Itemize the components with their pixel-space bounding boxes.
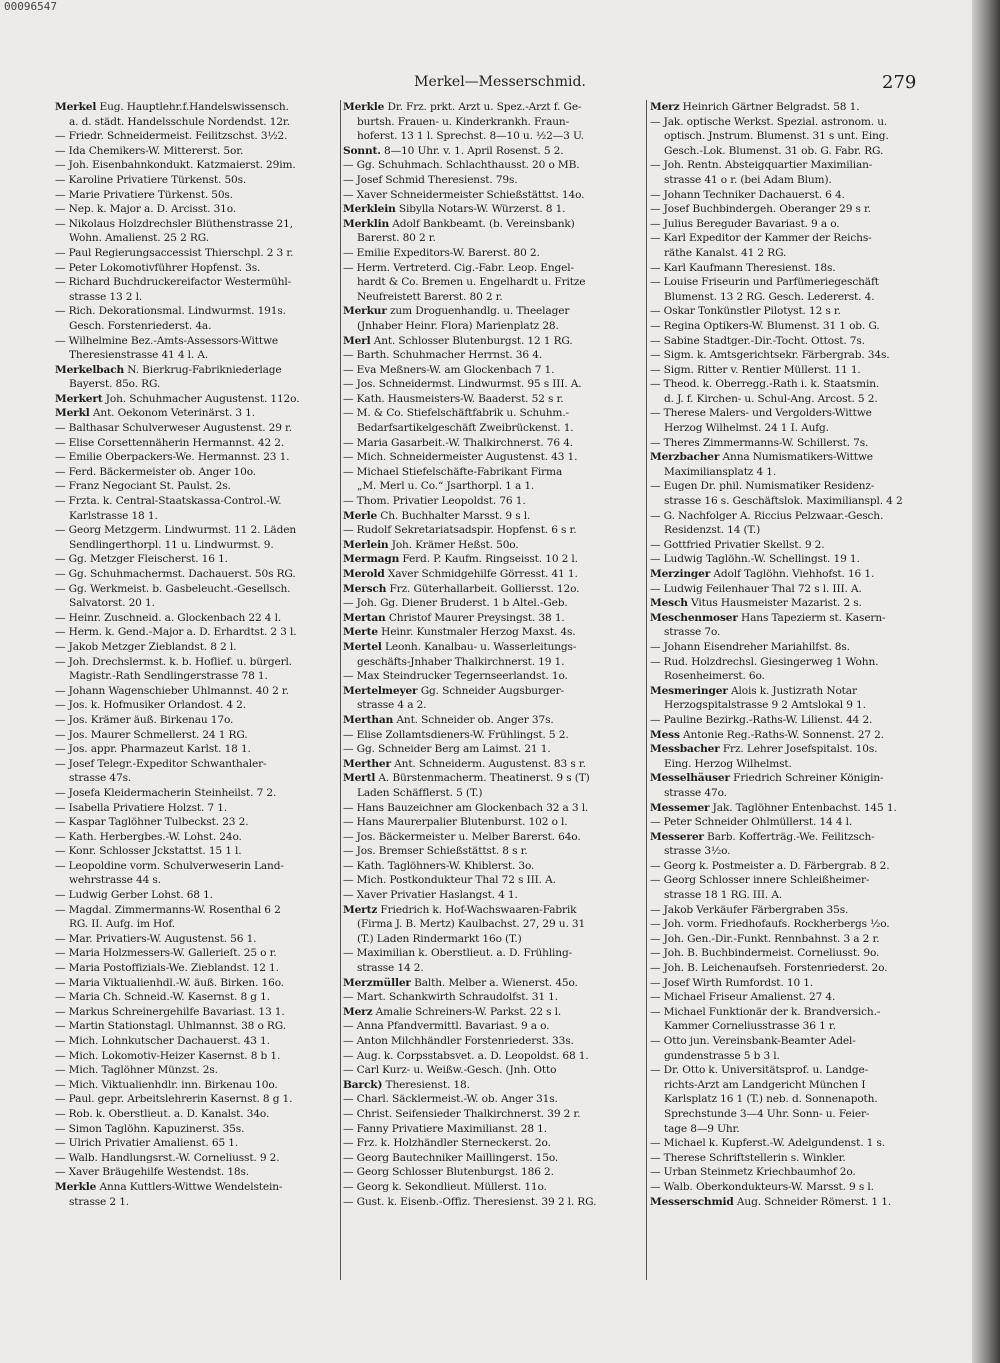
directory-entry-line: Mesch Vitus Hausmeister Mazarist. 2 s. (650, 597, 862, 610)
directory-entry-line: geschäfts-Jnhaber Thalkirchnerst. 19 1. (357, 655, 565, 668)
directory-entry-line: Merte Heinr. Kunstmaler Herzog Maxst. 4s. (343, 626, 576, 639)
directory-entry-line: strasse 41 o r. (bei Adam Blum). (664, 173, 832, 186)
running-head: Merkel—Messerschmid. (414, 74, 586, 90)
directory-entry-line: — Barth. Schuhmacher Herrnst. 36 4. (343, 349, 543, 362)
directory-entry-line: Bayerst. 85o. RG. (69, 378, 161, 391)
directory-entry-line: hardt & Co. Bremen u. Engelhardt u. Fritze (357, 276, 586, 289)
directory-entry-line: — Walb. Oberkondukteurs-W. Marsst. 9 s l. (650, 1180, 874, 1193)
directory-entry-line: — Nikolaus Holzdrechsler Blüthenstrasse 21, (55, 217, 293, 230)
directory-entry-line: — Gg. Werkmeist. b. Gasbeleucht.-Gesellsch. (55, 582, 291, 595)
directory-entry-line: — Peter Lokomotivführer Hopfenst. 3s. (55, 261, 261, 274)
directory-entry-line: strasse 4 a 2. (357, 699, 427, 712)
directory-entry-line: — Otto jun. Vereinsbank-Beamter Adel- (650, 1035, 856, 1047)
directory-entry-line: — Elise Corsettennäherin Hermannst. 42 2. (55, 436, 285, 449)
directory-entry-line: Merkelbach N. Bierkrug-Fabrikniederlage (55, 363, 282, 376)
directory-entry-line: — Johann Eisendreher Mariahilfst. 8s. (650, 640, 850, 653)
directory-entry-line: Mess Antonie Reg.-Raths-W. Sonnenst. 27 2. (650, 728, 884, 741)
edge-mark: 00096547 (4, 0, 57, 13)
directory-entry-line: — Eva Meßners-W. am Glockenbach 7 1. (343, 363, 555, 376)
directory-entry-line: — Jos. Krämer äuß. Birkenau 17o. (55, 713, 234, 726)
directory-entry-line: — Julius Bereguder Bavariast. 9 a o. (650, 217, 840, 230)
page-number: 279 (882, 72, 917, 93)
directory-entry-line: — Markus Schreinergehilfe Bavariast. 13 1. (55, 1005, 285, 1018)
directory-entry-line: — Josef Buchbindergeh. Oberanger 29 s r. (650, 203, 871, 216)
directory-entry-line: — Josef Wirth Rumfordst. 10 1. (650, 976, 814, 989)
directory-entry-line: „M. Merl u. Co.“ Jsarthorpl. 1 a 1. (357, 480, 535, 493)
directory-entry-line: — Max Steindrucker Tegernseerlandst. 1o. (343, 670, 568, 683)
directory-entry-line: — Ferd. Bäckermeister ob. Anger 10o. (55, 465, 256, 478)
directory-entry-line: — Karoline Privatiere Türkenst. 50s. (55, 173, 247, 186)
directory-entry-line: — Theod. k. Oberregg.-Rath i. k. Staatsmin. (650, 378, 880, 391)
directory-entry-line: Merkl Ant. Oekonom Veterinärst. 3 1. (55, 407, 255, 420)
directory-entry-line: — Isabella Privatiere Holzst. 7 1. (55, 801, 228, 814)
directory-entry-line: Messbacher Frz. Lehrer Josefspitalst. 10s. (650, 743, 878, 756)
directory-entry-line: — Fanny Privatiere Maximilianst. 28 1. (343, 1122, 547, 1135)
directory-entry-line: Merzinger Adolf Taglöhn. Viehhofst. 16 1. (650, 568, 875, 580)
directory-entry-line: Eing. Herzog Wilhelmst. (664, 757, 792, 770)
directory-entry-line: — Oskar Tonkünstler Pilotyst. 12 s r. (650, 305, 841, 318)
directory-entry-line: — Georg Schlosser Blutenburgst. 186 2. (343, 1166, 554, 1179)
directory-entry-line: Karlsplatz 16 1 (T.) neb. d. Sonnenapoth. (664, 1093, 878, 1106)
directory-entry-line: Merther Ant. Schneiderm. Augustenst. 83 s r. (343, 757, 586, 770)
directory-entry-line: — Maria Ch. Schneid.-W. Kasernst. 8 g 1. (55, 991, 270, 1004)
directory-entry-line: — Marie Privatiere Türkenst. 50s. (55, 188, 233, 201)
directory-entry-line: — Balthasar Schulverweser Augustenst. 29 r. (55, 422, 293, 435)
directory-entry-line: — Joh. Rentn. Absteigquartier Maximilian- (650, 159, 873, 172)
directory-entry-line: Messerer Barb. Kofferträg.-We. Feilitzsch- (650, 830, 875, 843)
directory-entry-line: — Paul Regierungsaccessist Thierschpl. 2 3 r. (55, 246, 294, 259)
directory-entry-line: — Jakob Metzger Zieblandst. 8 2 l. (55, 640, 237, 653)
directory-entry-line: — Herm. Vertreterd. Cig.-Fabr. Leop. Engel- (343, 261, 574, 274)
column-divider (340, 100, 341, 1280)
directory-entry-line: Residenzst. 14 (T.) (664, 524, 761, 537)
directory-entry-line: Karlstrasse 18 1. (69, 509, 158, 522)
directory-entry-line: Gesch. Forstenriederst. 4a. (69, 319, 212, 332)
directory-entry-line: — Joh. Gg. Diener Bruderst. 1 b Altel.-Geb. (343, 597, 568, 610)
directory-entry-line: Maximiliansplatz 4 1. (664, 465, 777, 478)
directory-entry-line: — Mich. Schneidermeister Augustenst. 43 1. (343, 451, 578, 464)
directory-entry-line: — Frz. k. Holzhändler Sterneckerst. 2o. (343, 1137, 551, 1150)
directory-entry-line: — Rich. Dekorationsmal. Lindwurmst. 191s. (55, 305, 286, 318)
column-left (55, 100, 338, 1280)
directory-entry-line: — Konr. Schlosser Jckstattst. 15 1 l. (55, 845, 242, 858)
directory-entry-line: — Anna Pfandvermittl. Bavariast. 9 a o. (343, 1020, 550, 1033)
directory-entry-line: (Jnhaber Heinr. Flora) Marienplatz 28. (357, 319, 559, 332)
directory-entry-line: — Michael k. Kupferst.-W. Adelgundenst. 1 s. (650, 1137, 885, 1150)
directory-entry-line: Merle Ch. Buchhalter Marsst. 9 s l. (343, 509, 531, 522)
directory-entry-line: Merzbacher Anna Numismatikers-Wittwe (650, 451, 873, 464)
directory-entry-line: — Peter Schneider Ohlmüllerst. 14 4 l. (650, 816, 853, 829)
directory-entry-line: räthe Kanalst. 41 2 RG. (664, 246, 787, 259)
directory-entry-line: — Kath. Herbergbes.-W. Lohst. 24o. (55, 830, 242, 843)
directory-entry-line: strasse 13 2 l. (69, 290, 143, 303)
directory-entry-line: — Paul. gepr. Arbeitslehrerin Kasernst. 8 g 1. (55, 1093, 293, 1106)
directory-entry-line: — Magdal. Zimmermanns-W. Rosenthal 6 2 (55, 903, 281, 916)
directory-entry-line: — Eugen Dr. phil. Numismatiker Residenz- (650, 480, 875, 493)
directory-entry-line: — Elise Zollamtsdieners-W. Frühlingst. 5 2. (343, 728, 569, 741)
directory-entry-line: strasse 2 1. (69, 1195, 129, 1208)
directory-entry-line: strasse 14 2. (357, 962, 424, 975)
directory-entry-line: Merkle Anna Kuttlers-Wittwe Wendelstein- (55, 1180, 283, 1193)
directory-entry-line: — Jak. optische Werkst. Spezial. astronom. u. (650, 115, 888, 128)
directory-entry-line: Wohn. Amalienst. 25 2 RG. (69, 232, 209, 245)
directory-entry-line: — Aug. k. Corpsstabsvet. a. D. Leopoldst. 68 1. (343, 1049, 589, 1062)
column-right (650, 100, 954, 1280)
directory-entry-line: — Ludwig Gerber Lohst. 68 1. (55, 889, 213, 902)
directory-entry-line: Merz Amalie Schreiners-W. Parkst. 22 s l. (343, 1005, 562, 1018)
directory-entry-line: richts-Arzt am Landgericht München I (664, 1078, 866, 1091)
directory-entry-line: — Friedr. Schneidermeist. Feilitzschst. 3½2. (55, 130, 288, 143)
directory-entry-line: Merklein Sibylla Notars-W. Würzerst. 8 1. (343, 203, 566, 216)
directory-entry-line: Gesch.-Lok. Blumenst. 31 ob. G. Fabr. RG. (664, 144, 884, 157)
directory-entry-line: strasse 18 1 RG. III. A. (664, 889, 783, 902)
directory-entry-line: — Ida Chemikers-W. Mittererst. 5or. (55, 144, 244, 157)
directory-entry-line: Merold Xaver Schmidgehilfe Görresst. 41 1. (343, 568, 578, 580)
directory-entry-line: — Nep. k. Major a. D. Arcisst. 31o. (55, 203, 237, 216)
directory-entry-line: a. d. städt. Handelsschule Nordendst. 12r. (69, 115, 290, 128)
directory-entry-line: — Maria Gasarbeit.-W. Thalkirchnerst. 76 4. (343, 436, 573, 449)
directory-entry-line: — Maria Viktualienhdl.-W. äuß. Birken. 16o. (55, 976, 284, 989)
directory-entry-line: — Mart. Schankwirth Schraudolfst. 31 1. (343, 991, 558, 1004)
directory-entry-line: Mesmeringer Alois k. Justizrath Notar (650, 684, 857, 697)
directory-entry-line: Mersch Frz. Güterhallarbeit. Golliersst. 12o. (343, 582, 580, 595)
directory-entry-line: Sendlingerthorpl. 11 u. Lindwurmst. 9. (69, 538, 274, 551)
directory-entry-line: — Thom. Privatier Leopoldst. 76 1. (343, 495, 526, 508)
directory-entry-line: — Georg Metzgerm. Lindwurmst. 11 2. Läden (55, 524, 296, 537)
directory-entry-line: gundenstrasse 5 b 3 l. (664, 1049, 780, 1062)
directory-entry-line: — Michael Stiefelschäfte-Fabrikant Firma (343, 465, 563, 478)
directory-entry-line: — Mich. Postkondukteur Thal 72 s III. A. (343, 874, 556, 887)
directory-entry-line: Merkle Dr. Frz. prkt. Arzt u. Spez.-Arzt f. Ge- (343, 101, 582, 113)
directory-entry-line: — Gust. k. Eisenb.-Offiz. Theresienst. 39 2 l. RG. (343, 1195, 597, 1208)
directory-entry-line: — Jos. appr. Pharmazeut Karlst. 18 1. (55, 743, 251, 756)
directory-entry-line: — Jos. Bremser Schießstättst. 8 s r. (343, 845, 528, 858)
directory-entry-line: — Joh. B. Buchbindermeist. Corneliusst. 9o. (650, 947, 880, 960)
column-middle (343, 100, 641, 1280)
directory-entry-line: strasse 47s. (69, 772, 132, 785)
directory-entry-line: Merkel Eug. Hauptlehr.f.Handelswissensch. (55, 101, 289, 113)
directory-entry-line: — Xaver Privatier Haslangst. 4 1. (343, 889, 518, 902)
directory-entry-line: Merlein Joh. Krämer Heßst. 50o. (343, 538, 519, 551)
directory-entry-line: — Kath. Taglöhners-W. Khiblerst. 3o. (343, 859, 535, 872)
directory-entry-line: — Christ. Seifensieder Thalkirchnerst. 39 2 r. (343, 1107, 581, 1120)
directory-entry-line: — Mar. Privatiers-W. Augustenst. 56 1. (55, 932, 257, 945)
directory-entry-line: — Heinr. Zuschneid. a. Glockenbach 22 4 l. (55, 611, 282, 624)
directory-entry-line: — Kaspar Taglöhner Tulbeckst. 23 2. (55, 816, 249, 829)
directory-entry-line: — Georg Bautechniker Maillingerst. 15o. (343, 1151, 559, 1164)
directory-entry-line: Mertan Christof Maurer Preysingst. 38 1. (343, 611, 565, 624)
directory-entry-line: — Rob. k. Oberstlieut. a. D. Kanalst. 34o. (55, 1107, 270, 1120)
directory-entry-line: — Anton Milchhändler Forstenriederst. 33s. (343, 1035, 574, 1047)
directory-entry-line: — Walb. Handlungsrst.-W. Corneliusst. 9 2. (55, 1151, 280, 1164)
directory-entry-line: — Joh. Drechslermst. k. b. Hoflief. u. bürgerl. (55, 655, 292, 668)
directory-entry-line: — Georg k. Sekondlieut. Müllerst. 11o. (343, 1180, 547, 1193)
directory-entry-line: — Martin Stationstagl. Uhlmannst. 38 o RG. (55, 1020, 286, 1033)
directory-entry-line: — Emilie Expeditors-W. Barerst. 80 2. (343, 246, 540, 259)
directory-entry-line: — Mich. Lohnkutscher Dachauerst. 43 1. (55, 1035, 270, 1047)
directory-entry-line: Theresienstrasse 41 4 l. A. (69, 349, 209, 362)
directory-entry-line: — Maria Holzmessers-W. Gallerieſt. 25 o r. (55, 947, 277, 960)
directory-entry-line: — Ludwig Feilenhauer Thal 72 s l. III. A. (650, 582, 862, 595)
directory-entry-line: — Emilie Oberpackers-We. Hermannst. 23 1. (55, 451, 290, 464)
directory-entry-line: Sprechstunde 3—4 Uhr. Sonn- u. Feier- (664, 1107, 870, 1120)
directory-entry-line: — Richard Buchdruckereifactor Westermühl- (55, 276, 292, 289)
directory-entry-line: Herzogspitalstrasse 9 2 Amtslokal 9 1. (664, 699, 866, 712)
directory-entry-line: (Firma J. B. Mertz) Kaulbachst. 27, 29 u. 31 (357, 918, 586, 931)
directory-entry-line: Barck) Theresienst. 18. (343, 1078, 470, 1091)
directory-entry-line: Mermagn Ferd. P. Kaufm. Ringseisst. 10 2 l. (343, 553, 578, 566)
directory-entry-line: Merthan Ant. Schneider ob. Anger 37s. (343, 713, 554, 726)
directory-entry-line: Sonnt. 8—10 Uhr. v. 1. April Rosenst. 5 2. (343, 144, 564, 157)
directory-entry-line: strasse 16 s. Geschäftslok. Maximilianspl. 4 2 (664, 495, 903, 508)
directory-entry-line: — Mich. Taglöhner Münzst. 2s. (55, 1064, 218, 1077)
directory-entry-line: — Sigm. Ritter v. Rentier Müllerst. 11 1. (650, 363, 861, 376)
directory-entry-line: Bedarfsartikelgeschäft Zweibrückenst. 1. (357, 422, 574, 435)
directory-entry-line: Mertz Friedrich k. Hof-Wachswaaren-Fabrik (343, 903, 577, 916)
directory-entry-line: — Urban Steinmetz Kriechbaumhof 2o. (650, 1166, 856, 1179)
directory-entry-line: Salvatorst. 20 1. (69, 597, 155, 610)
directory-entry-line: — Karl Kaufmann Theresienst. 18s. (650, 261, 836, 274)
directory-entry-line: — Louise Friseurin und Parfümeriegeschäft (650, 276, 879, 289)
directory-entry-line: (T.) Laden Rindermarkt 16o (T.) (357, 932, 522, 945)
directory-entry-line: — Mich. Viktualienhdlr. inn. Birkenau 10o. (55, 1078, 278, 1091)
directory-entry-line: — Wilhelmine Bez.-Amts-Assessors-Wittwe (55, 334, 279, 347)
directory-entry-line: — Joh. B. Leichenaufseh. Forstenriederst. 2o. (650, 962, 888, 975)
directory-entry-line: Kammer Corneliusstrasse 36 1 r. (664, 1020, 836, 1033)
directory-entry-line: — Joh. Gen.-Dir.-Funkt. Rennbahnst. 3 a 2 r. (650, 932, 880, 945)
directory-entry-line: — Jakob Verkäufer Färbergraben 35s. (650, 903, 849, 916)
directory-entry-line: Merklin Adolf Bankbeamt. (b. Vereinsbank) (343, 217, 575, 230)
directory-entry-line: — Jos. Schneidermst. Lindwurmst. 95 s III. A. (343, 378, 582, 391)
directory-entry-line: — Pauline Bezirkg.-Raths-W. Lilienst. 44 2. (650, 713, 873, 726)
directory-entry-line: — Hans Bauzeichner am Glockenbach 32 a 3 l. (343, 801, 589, 814)
directory-entry-line: — Michael Friseur Amalienst. 27 4. (650, 991, 836, 1004)
directory-entry-line: — Therese Malers- und Vergolders-Wittwe (650, 407, 872, 420)
directory-entry-line: wehrstrasse 44 s. (69, 874, 161, 887)
directory-entry-line: — Theres Zimmermanns-W. Schillerst. 7s. (650, 436, 869, 449)
directory-entry-line: — Joh. Eisenbahnkondukt. Katzmaierst. 29im. (55, 159, 296, 172)
directory-entry-line: — Gg. Schneider Berg am Laimst. 21 1. (343, 743, 551, 756)
directory-entry-line: Neufreistett Barerst. 80 2 r. (357, 290, 503, 303)
directory-entry-line: tage 8—9 Uhr. (664, 1122, 740, 1135)
directory-entry-line: Messelhäuser Friedrich Schreiner Königin- (650, 772, 884, 785)
directory-entry-line: — Georg k. Postmeister a. D. Färbergrab. 8 2. (650, 859, 890, 872)
directory-entry-line: Meschenmoser Hans Tapezierm st. Kasern- (650, 611, 886, 624)
directory-entry-line: Mertl A. Bürstenmacherm. Theatinerst. 9 s (T) (343, 772, 590, 785)
directory-entry-line: — Michael Funktionär der k. Brandversich.- (650, 1005, 881, 1018)
directory-entry-line: — Simon Taglöhn. Kapuzinerst. 35s. (55, 1122, 245, 1135)
directory-entry-line: — Xaver Bräugehilfe Westendst. 18s. (55, 1166, 250, 1179)
directory-entry-line: Barerst. 80 2 r. (357, 232, 436, 245)
directory-entry-line: — Gg. Schuhmach. Schlachthausst. 20 o MB. (343, 159, 580, 172)
directory-entry-line: Mertel Leonh. Kanalbau- u. Wasserleitungs- (343, 640, 577, 653)
directory-entry-line: — Johann Techniker Dachauerst. 6 4. (650, 188, 845, 201)
directory-entry-line: — Jos. Maurer Schmellerst. 24 1 RG. (55, 728, 248, 741)
directory-entry-line: — Jos. Bäckermeister u. Melber Barerst. 64o. (343, 830, 581, 843)
directory-entry-line: — Karl Expeditor der Kammer der Reichs- (650, 232, 872, 245)
directory-entry-line: Messerschmid Aug. Schneider Römerst. 1 1. (650, 1195, 892, 1208)
directory-entry-line: — Charl. Säcklermeist.-W. ob. Anger 31s. (343, 1093, 558, 1106)
directory-entry-line: — Leopoldine vorm. Schulverweserin Land- (55, 859, 284, 872)
directory-entry-line: — Sigm. k. Amtsgerichtsekr. Färbergrab. 34s. (650, 349, 890, 362)
directory-entry-line: Merz Heinrich Gärtner Belgradst. 58 1. (650, 101, 860, 113)
directory-entry-line: — Rud. Holzdrechsl. Giesingerweg 1 Wohn. (650, 655, 879, 668)
directory-entry-line: hoferst. 13 1 l. Sprechst. 8—10 u. ½2—3 U. (357, 130, 584, 143)
directory-entry-line: — Hans Maurerpalier Blutenburst. 102 o l. (343, 816, 568, 829)
directory-entry-line: — Therese Schriftstellerin s. Winkler. (650, 1151, 846, 1164)
directory-entry-line: strasse 3½o. (664, 845, 731, 858)
directory-entry-line: Merkert Joh. Schuhmacher Augustenst. 112o. (55, 392, 300, 405)
column-divider (646, 100, 647, 1280)
directory-entry-line: — G. Nachfolger A. Riccius Pelzwaar.-Gesch. (650, 509, 884, 522)
directory-entry-line: Herzog Wilhelmst. 24 1 I. Aufg. (664, 422, 829, 435)
directory-entry-line: Magistr.-Rath Sendlingerstrasse 78 1. (69, 670, 268, 683)
directory-entry-line: strasse 47o. (664, 786, 727, 799)
directory-entry-line: — Frzta. k. Central-Staatskassa-Control.-W. (55, 495, 282, 508)
directory-entry-line: Merkur zum Droguenhandlg. u. Theelager (343, 305, 570, 318)
directory-entry-line: Merl Ant. Schlosser Blutenburgst. 12 1 RG. (343, 334, 573, 347)
directory-entry-line: — Josefa Kleidermacherin Steinheilst. 7 2. (55, 786, 277, 799)
directory-entry-line: — Ulrich Privatier Amalienst. 65 1. (55, 1137, 239, 1150)
directory-entry-line: Messemer Jak. Taglöhner Entenbachst. 145 1. (650, 801, 897, 814)
directory-entry-line: — Maria Postoffizials-We. Zieblandst. 12 1. (55, 962, 279, 975)
directory-entry-line: RG. II. Aufg. im Hof. (69, 918, 175, 931)
directory-entry-line: — M. & Co. Stiefelschäftfabrik u. Schuhm.- (343, 407, 569, 420)
directory-entry-line: — Xaver Schneidermeister Schießstättst. 14o. (343, 188, 585, 201)
directory-entry-line: — Joh. vorm. Friedhofaufs. Rockherbergs ½o. (650, 918, 890, 931)
directory-entry-line: optisch. Jnstrum. Blumenst. 31 s unt. Eing. (664, 130, 889, 143)
directory-entry-line: — Maximilian k. Oberstlieut. a. D. Frühling- (343, 947, 573, 960)
directory-entry-line: — Dr. Otto k. Universitätsprof. u. Landge- (650, 1064, 869, 1077)
directory-entry-line: Laden Schäfflerst. 5 (T.) (357, 786, 483, 799)
directory-entry-line: — Regina Optikers-W. Blumenst. 31 1 ob. G. (650, 319, 880, 332)
directory-entry-line: — Georg Schlosser innere Schleißheimer- (650, 874, 870, 887)
directory-entry-line: — Gg. Metzger Fleischerst. 16 1. (55, 553, 228, 566)
directory-entry-line: Rosenheimerst. 6o. (664, 670, 765, 683)
directory-entry-line: burtsh. Frauen- u. Kinderkrankh. Fraun- (357, 115, 570, 128)
directory-entry-line: — Herm. k. Gend.-Major a. D. Erhardtst. 2 3 l. (55, 626, 297, 639)
directory-entry-line: — Carl Kurz- u. Weißw.-Gesch. (Jnh. Otto (343, 1064, 557, 1077)
directory-entry-line: Mertelmeyer Gg. Schneider Augsburger- (343, 684, 564, 697)
directory-entry-line: — Jos. k. Hofmusiker Orlandost. 4 2. (55, 699, 246, 712)
directory-entry-line: Merzmüller Balth. Melber a. Wienerst. 45o. (343, 976, 578, 989)
directory-entry-line: — Kath. Hausmeisters-W. Baaderst. 52 s r. (343, 392, 564, 405)
directory-entry-line: — Mich. Lokomotiv-Heizer Kasernst. 8 b 1. (55, 1049, 281, 1062)
directory-entry-line: Blumenst. 13 2 RG. Gesch. Ledererst. 4. (664, 290, 875, 303)
book-binding-edge (972, 0, 1000, 1363)
directory-entry-line: — Ludwig Taglöhn.-W. Schellingst. 19 1. (650, 553, 860, 566)
directory-entry-line: — Josef Schmid Theresienst. 79s. (343, 173, 518, 186)
directory-entry-line: — Gottfried Privatier Skellst. 9 2. (650, 538, 825, 551)
directory-entry-line: — Franz Negociant St. Paulst. 2s. (55, 480, 231, 493)
directory-entry-line: — Gg. Schuhmachermst. Dachauerst. 50s RG. (55, 568, 296, 580)
directory-entry-line: — Sabine Stadtger.-Dir.-Tocht. Ottost. 7s. (650, 334, 865, 347)
directory-entry-line: strasse 7o. (664, 626, 721, 639)
directory-entry-line: — Josef Telegr.-Expeditor Schwanthaler- (55, 757, 267, 770)
directory-entry-line: d. J. f. Kirchen- u. Schul-Ang. Arcost. 5 2. (664, 392, 878, 405)
directory-entry-line: — Johann Wagenschieber Uhlmannst. 40 2 r. (55, 684, 289, 697)
directory-entry-line: — Rudolf Sekretariatsadspir. Hopfenst. 6 s r. (343, 524, 577, 537)
